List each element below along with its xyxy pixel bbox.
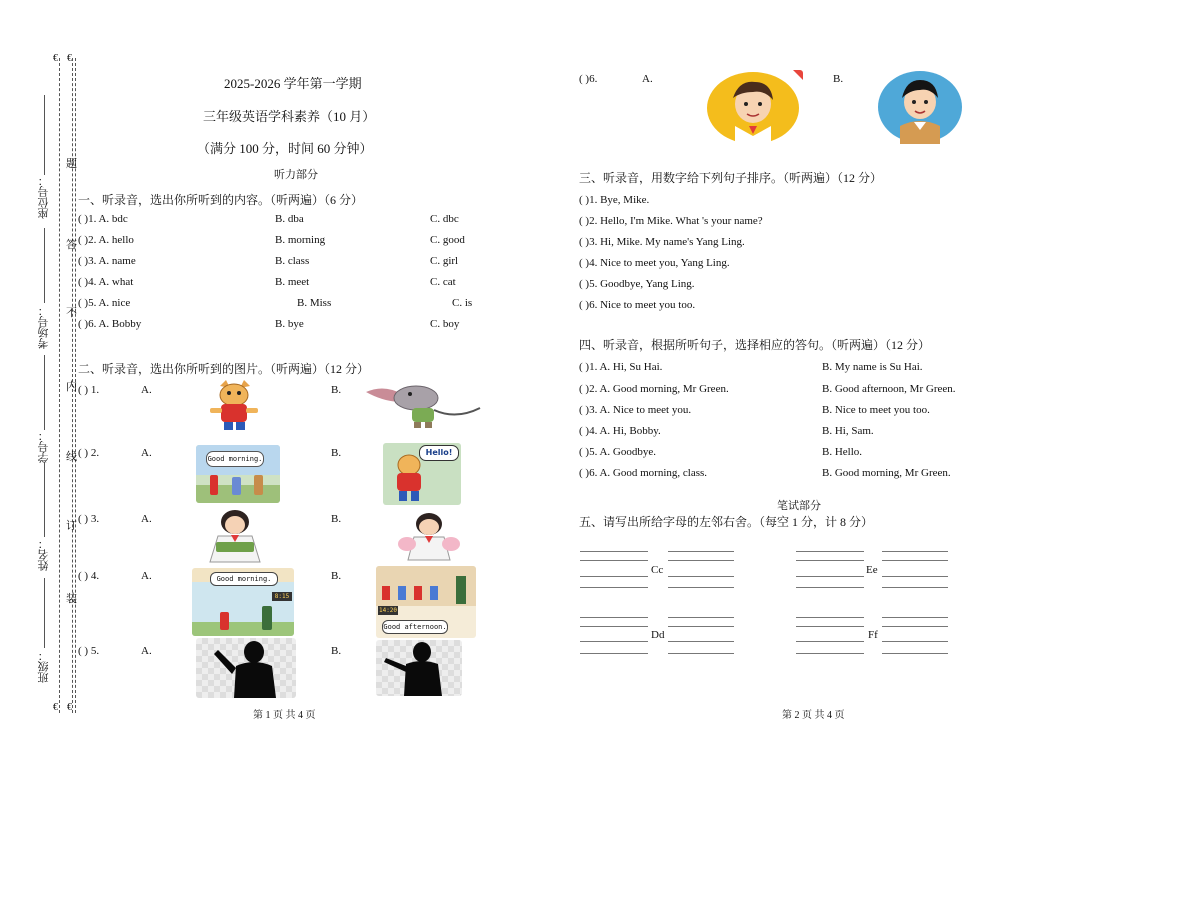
s2-q2: ( ) 2. [78,447,100,459]
section4-title: 四、听录音，根据所听句子，选择相应的答句。（听两遍）（12 分） [579,338,931,352]
s4-row2-a: ( )2. A. Good morning, Mr Green. [579,383,729,395]
writing-title: 笔试部分 [777,500,821,512]
write-blank[interactable] [668,576,734,577]
s1-q2-b: B. morning [275,234,326,246]
afternoon-classroom-picture[interactable] [376,566,476,638]
binding-char: 订 [66,520,77,532]
letter-label: Ee [866,564,878,576]
binding-char: 线 [66,451,77,463]
s3-row3: ( )3. Hi, Mike. My name's Yang Ling. [579,236,745,248]
write-blank[interactable] [580,587,648,588]
write-blank[interactable] [580,551,648,552]
page2-footer: 第 2 页 共 4 页 [782,710,845,721]
write-blank[interactable] [668,653,734,654]
s2-q3: ( ) 3. [78,513,100,525]
s4-row1-b: B. My name is Su Hai. [822,361,923,373]
student-no-label: 学号： [38,430,50,463]
s4-row3-b: B. Nice to meet you too. [822,404,930,416]
cat-hello-picture[interactable] [383,443,461,505]
s1-q6-b: B. bye [275,318,304,330]
write-blank[interactable] [796,587,864,588]
s2-q2-a: A. [141,447,152,459]
s2-q4-b: B. [331,570,342,582]
s1-q5-c: C. is [452,297,473,309]
speech-bubble: Hello! [419,445,459,461]
binding-marker: € [53,702,58,713]
s2-q5-a: A. [141,645,152,657]
s2-q1: ( ) 1. [78,384,100,396]
write-blank[interactable] [796,551,864,552]
s2-q4: ( ) 4. [78,570,100,582]
s2-q1-a: A. [141,384,152,396]
clock-display: 14:20 [378,607,398,614]
s3-row4: ( )4. Nice to meet you, Yang Ling. [579,257,730,269]
write-blank[interactable] [882,626,948,627]
greeting-scene-picture[interactable] [196,445,280,503]
s2-q3-a: A. [141,513,152,525]
binding-line-outer [59,58,60,713]
speech-bubble: Good morning. [206,451,264,467]
write-blank[interactable] [882,551,948,552]
binding-marker: € [67,702,72,713]
s4-row5-a: ( )5. A. Goodbye. [579,446,656,458]
s4-row1-a: ( )1. A. Hi, Su Hai. [579,361,663,373]
s1-q1-b: B. dba [275,213,304,225]
write-blank[interactable] [580,617,648,618]
s1-q4: ( )4. A. what [78,276,134,288]
s3-row5: ( )5. Goodbye, Yang Ling. [579,278,695,290]
clock-display: 8:15 [272,592,292,601]
s1-q3-b: B. class [275,255,310,267]
exam-year: 2025-2026 学年第一学期 [224,76,362,91]
write-blank[interactable] [580,653,648,654]
write-blank[interactable] [668,560,734,561]
write-blank[interactable] [882,560,948,561]
boy-blue-picture[interactable] [874,68,968,146]
cat-picture[interactable] [196,378,272,434]
s2-q6-a: A. [642,73,653,85]
write-blank[interactable] [882,617,948,618]
s3-row2: ( )2. Hello, I'm Mike. What 's your name? [579,215,763,227]
speech-bubble: Good morning. [210,572,278,586]
write-blank[interactable] [796,626,864,627]
girl-with-book-picture[interactable] [198,508,272,564]
binding-char: 答 [66,239,77,251]
s2-q5-b: B. [331,645,342,657]
s1-q4-b: B. meet [275,276,310,288]
write-blank[interactable] [882,641,948,642]
s2-q4-a: A. [141,570,152,582]
write-blank[interactable] [796,653,864,654]
write-blank[interactable] [668,551,734,552]
s1-q3-c: C. girl [430,255,459,267]
speech-bubble: Good afternoon. [382,620,448,634]
write-blank[interactable] [882,587,948,588]
s1-q2: ( )2. A. hello [78,234,134,246]
class-label: 班级： [38,650,50,683]
write-blank[interactable] [580,641,648,642]
seat-label: 座位号： [38,175,50,219]
name-label: 姓名： [38,538,50,571]
s1-q5-b: B. Miss [297,297,332,309]
s2-q3-b: B. [331,513,342,525]
s1-q6-c: C. boy [430,318,460,330]
s2-q6-b: B. [833,73,844,85]
write-blank[interactable] [796,560,864,561]
section3-title: 三、听录音，用数字给下列句子排序。（听两遍）（12 分） [579,171,883,185]
s2-q5: ( ) 5. [78,645,100,657]
write-blank[interactable] [796,576,864,577]
s2-q2-b: B. [331,447,342,459]
letter-label: Dd [651,629,665,641]
binding-char: 不 [66,307,77,319]
section1-title: 一、听录音，选出你所听到的内容。（听两遍）（6 分） [78,193,364,207]
section2-title: 二、听录音，选出你所听到的图片。（听两遍）（12 分） [78,362,370,376]
s1-q3: ( )3. A. name [78,255,136,267]
s1-q4-c: C. cat [430,276,456,288]
write-blank[interactable] [796,641,864,642]
s1-q1-c: C. dbc [430,213,459,225]
class-blank[interactable] [44,578,45,648]
exam-subject: 三年级英语学科素养（10 月） [203,109,376,124]
s1-q6: ( )6. A. Bobby [78,318,142,330]
silhouette-a-picture[interactable] [196,638,296,698]
s2-q6: ( )6. [579,73,598,85]
s1-q5: ( )5. A. nice [78,297,131,309]
section5-title: 五、请写出所给字母的左邻右舍。（每空 1 分，计 8 分） [579,515,874,529]
silhouette-b-picture[interactable] [376,640,462,696]
s4-row3-a: ( )3. A. Nice to meet you. [579,404,692,416]
write-blank[interactable] [580,560,648,561]
write-blank[interactable] [668,626,734,627]
boy-yellow-picture[interactable] [699,70,803,146]
s4-row6-a: ( )6. A. Good morning, class. [579,467,708,479]
page1-footer: 第 1 页 共 4 页 [253,710,316,721]
binding-char: 题 [66,158,77,170]
write-blank[interactable] [668,641,734,642]
exam-room-blank[interactable] [44,228,45,303]
mouse-picture[interactable] [364,380,482,430]
write-blank[interactable] [796,617,864,618]
write-blank[interactable] [580,576,648,577]
letter-label: Ff [868,629,878,641]
s4-row4-a: ( )4. A. Hi, Bobby. [579,425,661,437]
write-blank[interactable] [668,617,734,618]
write-blank[interactable] [882,576,948,577]
s3-row1: ( )1. Bye, Mike. [579,194,650,206]
binding-marker: € [67,53,72,64]
binding-marker: € [53,53,58,64]
name-blank[interactable] [44,462,45,537]
s1-q1: ( )1. A. bdc [78,213,128,225]
write-blank[interactable] [668,587,734,588]
write-blank[interactable] [882,653,948,654]
listening-title: 听力部分 [274,169,318,181]
girl-waving-picture[interactable] [394,510,464,562]
s4-row5-b: B. Hello. [822,446,863,458]
letter-label: Cc [651,564,664,576]
write-blank[interactable] [580,626,648,627]
binding-char: 装 [66,593,77,605]
s1-q2-c: C. good [430,234,465,246]
s4-row6-b: B. Good morning, Mr Green. [822,467,951,479]
student-no-blank[interactable] [44,355,45,430]
s3-row6: ( )6. Nice to meet you too. [579,299,696,311]
s4-row4-b: B. Hi, Sam. [822,425,874,437]
binding-char: 内 [66,381,77,393]
exam-score-time: （满分 100 分，时间 60 分钟） [197,141,373,156]
exam-room-label: 考场号： [38,305,50,349]
s4-row2-b: B. Good afternoon, Mr Green. [822,383,956,395]
seat-blank[interactable] [44,95,45,175]
morning-classroom-picture[interactable] [192,568,294,636]
s2-q1-b: B. [331,384,342,396]
